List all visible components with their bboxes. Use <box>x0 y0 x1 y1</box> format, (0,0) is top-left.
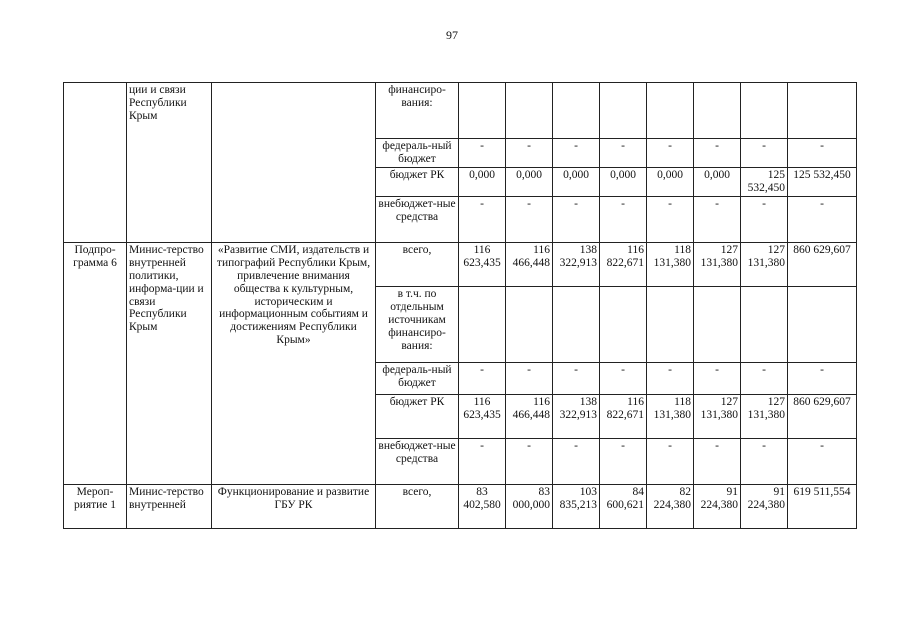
value-cell: 103 835,213 <box>553 485 600 529</box>
budget-table <box>63 82 857 529</box>
value-cell: - <box>459 139 506 168</box>
source-label: финансиро-вания: <box>376 83 459 139</box>
page-number: 97 <box>446 28 458 42</box>
value-cell: 138 322,913 <box>553 395 600 439</box>
value-cell: - <box>459 439 506 485</box>
subprogram-title: «Развитие СМИ, издательств и типографий Республики Крым, привлечение внимания общества к культурным, историческим и информационным событиям и достижениям Республики Крым» <box>212 243 376 485</box>
value-cell: - <box>694 139 741 168</box>
value-cell: - <box>694 197 741 243</box>
value-cell: - <box>694 439 741 485</box>
value-cell: - <box>553 439 600 485</box>
value-cell: 860 629,607 <box>788 395 857 439</box>
value-cell: 84 600,621 <box>600 485 647 529</box>
value-cell: 127 131,380 <box>694 395 741 439</box>
value-cell: 116 466,448 <box>506 243 553 287</box>
source-label: всего, <box>376 243 459 287</box>
source-label: бюджет РК <box>376 395 459 439</box>
value-cell: - <box>506 363 553 395</box>
value-cell: 125 532,450 <box>741 168 788 197</box>
activity-title: Функционирование и развитие ГБУ РК <box>212 485 376 529</box>
continued-org-cell: ции и связи Республики Крым <box>127 83 212 243</box>
value-cell: - <box>553 363 600 395</box>
value-cell: 619 511,554 <box>788 485 857 529</box>
value-cell: - <box>553 139 600 168</box>
source-label: внебюджет-ные средства <box>376 197 459 243</box>
value-cell: 118 131,380 <box>647 243 694 287</box>
value-cell: - <box>694 363 741 395</box>
activity-org: Минис-терство внутренней <box>127 485 212 529</box>
value-cell: - <box>647 363 694 395</box>
value-cell: 0,000 <box>459 168 506 197</box>
value-cell: 138 322,913 <box>553 243 600 287</box>
value-cell: - <box>600 197 647 243</box>
table-row <box>64 485 857 529</box>
value-cell: 116 623,435 <box>459 243 506 287</box>
value-cell: 116 822,671 <box>600 243 647 287</box>
subprogram-label: Подпро-грамма 6 <box>64 243 127 485</box>
value-cell: - <box>600 363 647 395</box>
continued-program-cell <box>212 83 376 243</box>
value-cell: - <box>459 197 506 243</box>
value-cell: - <box>788 197 857 243</box>
value-cell: 0,000 <box>600 168 647 197</box>
value-cell: 0,000 <box>647 168 694 197</box>
value-cell: 116 466,448 <box>506 395 553 439</box>
value-cell: 0,000 <box>506 168 553 197</box>
value-cell: 116 822,671 <box>600 395 647 439</box>
value-cell: - <box>600 139 647 168</box>
value-cell: - <box>788 363 857 395</box>
value-cell: - <box>741 439 788 485</box>
activity-label: Мероп-риятие 1 <box>64 485 127 529</box>
value-cell: - <box>741 363 788 395</box>
value-cell: 127 131,380 <box>741 395 788 439</box>
source-label: федераль-ный бюджет <box>376 363 459 395</box>
subprogram-org: Минис-терство внутренней политики, информа-ции и связи Республики Крым <box>127 243 212 485</box>
value-cell: 82 224,380 <box>647 485 694 529</box>
value-cell: 860 629,607 <box>788 243 857 287</box>
value-cell: - <box>506 197 553 243</box>
value-cell: 125 532,450 <box>788 168 857 197</box>
value-cell: - <box>553 197 600 243</box>
value-cell: 0,000 <box>694 168 741 197</box>
continued-label-cell <box>64 83 127 243</box>
value-cell: - <box>647 439 694 485</box>
value-cell: - <box>600 439 647 485</box>
value-cell: - <box>741 197 788 243</box>
value-cell: - <box>459 363 506 395</box>
value-cell: 116 623,435 <box>459 395 506 439</box>
value-cell: - <box>506 439 553 485</box>
value-cell: 83 402,580 <box>459 485 506 529</box>
value-cell: - <box>647 139 694 168</box>
value-cell: - <box>788 439 857 485</box>
value-cell: 83 000,000 <box>506 485 553 529</box>
value-cell: - <box>788 139 857 168</box>
source-label: в т.ч. по отдельным источникам финансиро-вания: <box>376 287 459 363</box>
table-row <box>64 83 857 139</box>
value-cell: 118 131,380 <box>647 395 694 439</box>
value-cell: 127 131,380 <box>741 243 788 287</box>
value-cell: 127 131,380 <box>694 243 741 287</box>
source-label: внебюджет-ные средства <box>376 439 459 485</box>
value-cell: - <box>506 139 553 168</box>
value-cell: 0,000 <box>553 168 600 197</box>
value-cell: - <box>647 197 694 243</box>
table-row <box>64 243 857 287</box>
source-label: федераль-ный бюджет <box>376 139 459 168</box>
value-cell: 91 224,380 <box>741 485 788 529</box>
source-label: бюджет РК <box>376 168 459 197</box>
value-cell: 91 224,380 <box>694 485 741 529</box>
value-cell: - <box>741 139 788 168</box>
source-label: всего, <box>376 485 459 529</box>
